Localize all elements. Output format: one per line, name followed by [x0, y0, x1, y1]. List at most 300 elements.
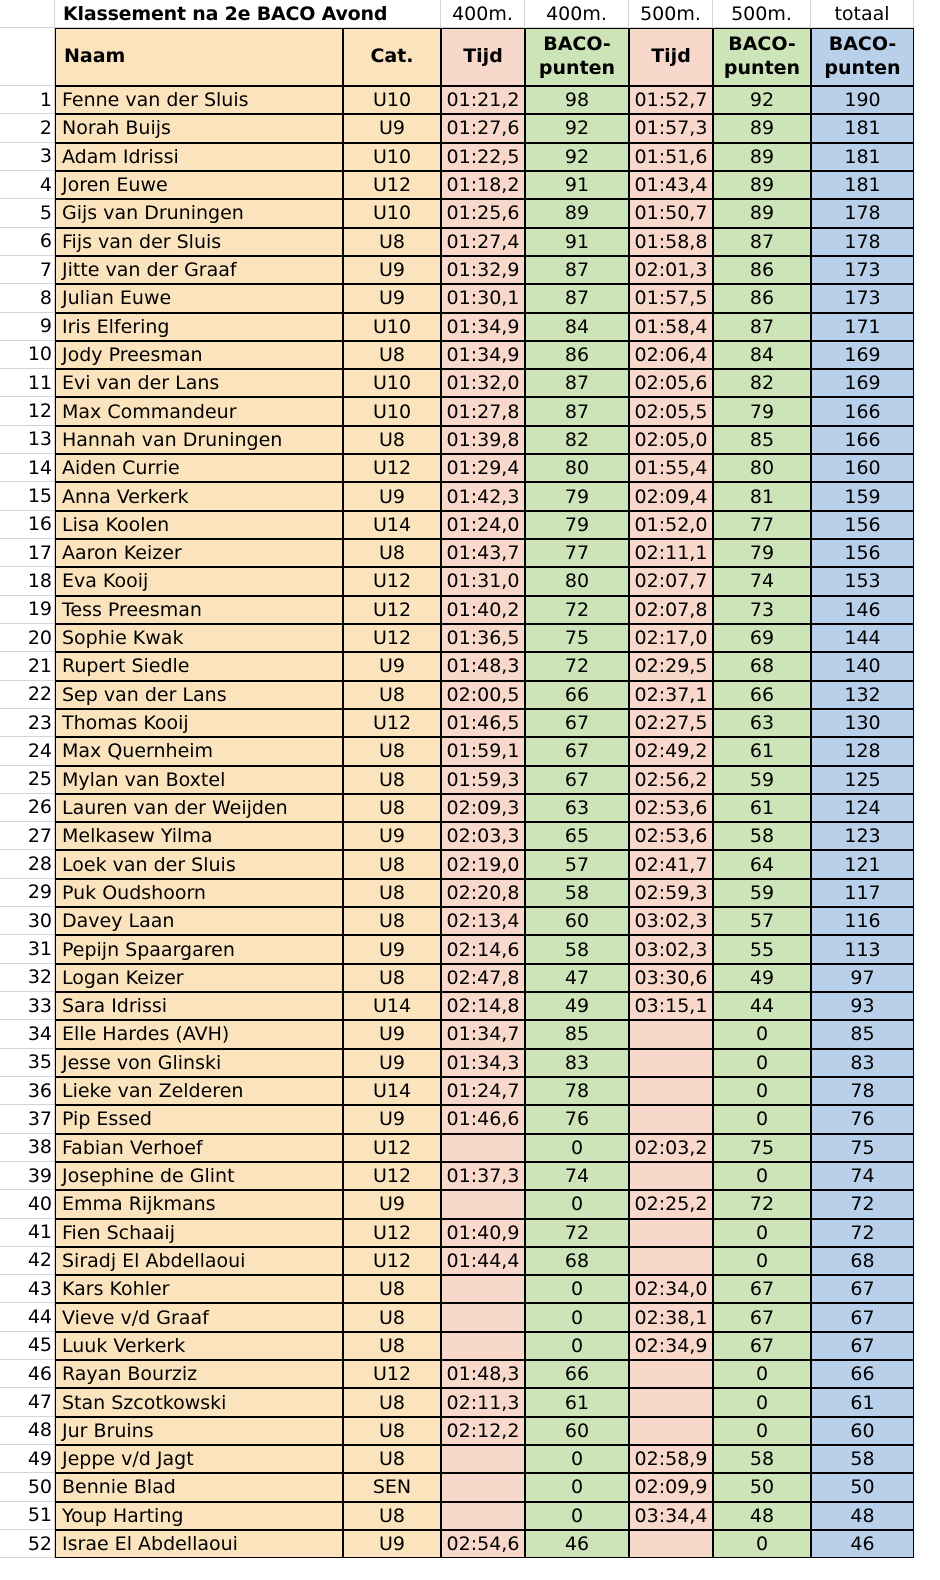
- name-cell[interactable]: Lauren van der Weijden: [55, 794, 343, 822]
- category-cell[interactable]: U9: [343, 935, 441, 963]
- total-cell[interactable]: 166: [811, 426, 914, 454]
- total-cell[interactable]: 68: [811, 1247, 914, 1275]
- rank-cell[interactable]: 9: [0, 313, 55, 341]
- rank-cell[interactable]: 28: [0, 850, 55, 878]
- header-tijd-400[interactable]: Tijd: [441, 28, 525, 86]
- points-500-cell[interactable]: 84: [713, 341, 811, 369]
- time-500-cell[interactable]: 01:55,4: [629, 454, 713, 482]
- name-cell[interactable]: Adam Idrissi: [55, 143, 343, 171]
- rank-cell[interactable]: 8: [0, 284, 55, 312]
- rank-cell[interactable]: 14: [0, 454, 55, 482]
- category-cell[interactable]: U10: [343, 313, 441, 341]
- name-cell[interactable]: Mylan van Boxtel: [55, 766, 343, 794]
- points-500-cell[interactable]: 87: [713, 313, 811, 341]
- rank-cell[interactable]: 11: [0, 369, 55, 397]
- rank-cell[interactable]: 16: [0, 511, 55, 539]
- points-500-cell[interactable]: 69: [713, 624, 811, 652]
- category-cell[interactable]: U12: [343, 1360, 441, 1388]
- time-400-cell[interactable]: 01:40,2: [441, 596, 525, 624]
- points-500-cell[interactable]: 0: [713, 1105, 811, 1133]
- rank-cell[interactable]: 40: [0, 1190, 55, 1218]
- points-500-cell[interactable]: 68: [713, 652, 811, 680]
- total-cell[interactable]: 153: [811, 567, 914, 595]
- time-400-cell[interactable]: 01:32,9: [441, 256, 525, 284]
- time-500-cell[interactable]: 01:52,7: [629, 86, 713, 114]
- rank-cell[interactable]: 42: [0, 1247, 55, 1275]
- time-500-cell[interactable]: 02:03,2: [629, 1134, 713, 1162]
- total-cell[interactable]: 60: [811, 1417, 914, 1445]
- points-500-cell[interactable]: 0: [713, 1020, 811, 1048]
- rank-cell[interactable]: 21: [0, 652, 55, 680]
- points-500-cell[interactable]: 89: [713, 199, 811, 227]
- rank-cell[interactable]: 22: [0, 681, 55, 709]
- rank-cell[interactable]: 4: [0, 171, 55, 199]
- points-500-cell[interactable]: 0: [713, 1162, 811, 1190]
- header-baco-400[interactable]: [525, 28, 629, 86]
- time-400-cell[interactable]: [441, 1190, 525, 1218]
- points-500-cell[interactable]: 49: [713, 964, 811, 992]
- points-400-cell[interactable]: 79: [525, 511, 629, 539]
- time-400-cell[interactable]: 02:12,2: [441, 1417, 525, 1445]
- time-500-cell[interactable]: 02:06,4: [629, 341, 713, 369]
- rank-cell[interactable]: 52: [0, 1530, 55, 1558]
- rank-cell[interactable]: 35: [0, 1049, 55, 1077]
- time-400-cell[interactable]: 01:43,7: [441, 539, 525, 567]
- category-cell[interactable]: U12: [343, 709, 441, 737]
- points-400-cell[interactable]: 83: [525, 1049, 629, 1077]
- total-cell[interactable]: 132: [811, 681, 914, 709]
- rank-cell[interactable]: 12: [0, 397, 55, 425]
- points-400-cell[interactable]: 0: [525, 1303, 629, 1331]
- time-400-cell[interactable]: 01:27,8: [441, 397, 525, 425]
- time-400-cell[interactable]: [441, 1134, 525, 1162]
- total-cell[interactable]: 166: [811, 397, 914, 425]
- total-cell[interactable]: 116: [811, 907, 914, 935]
- points-400-cell[interactable]: 0: [525, 1473, 629, 1501]
- total-cell[interactable]: 117: [811, 879, 914, 907]
- category-cell[interactable]: U10: [343, 199, 441, 227]
- time-500-cell[interactable]: 02:56,2: [629, 766, 713, 794]
- total-cell[interactable]: 83: [811, 1049, 914, 1077]
- total-cell[interactable]: 93: [811, 992, 914, 1020]
- points-400-cell[interactable]: 76: [525, 1105, 629, 1133]
- time-500-cell[interactable]: 03:30,6: [629, 964, 713, 992]
- points-500-cell[interactable]: 58: [713, 1445, 811, 1473]
- rank-cell[interactable]: 30: [0, 907, 55, 935]
- time-500-cell[interactable]: 02:11,1: [629, 539, 713, 567]
- distance-label-total[interactable]: totaal: [811, 0, 914, 28]
- name-cell[interactable]: Aiden Currie: [55, 454, 343, 482]
- total-cell[interactable]: 156: [811, 511, 914, 539]
- category-cell[interactable]: U9: [343, 256, 441, 284]
- points-400-cell[interactable]: 89: [525, 199, 629, 227]
- time-500-cell[interactable]: 01:57,3: [629, 114, 713, 142]
- name-cell[interactable]: Kars Kohler: [55, 1275, 343, 1303]
- points-500-cell[interactable]: 79: [713, 539, 811, 567]
- distance-label-500-points[interactable]: 500m.: [713, 0, 811, 28]
- points-500-cell[interactable]: 44: [713, 992, 811, 1020]
- name-cell[interactable]: Jody Preesman: [55, 341, 343, 369]
- rank-cell[interactable]: 26: [0, 794, 55, 822]
- time-400-cell[interactable]: 02:00,5: [441, 681, 525, 709]
- rank-cell[interactable]: 24: [0, 737, 55, 765]
- points-500-cell[interactable]: 57: [713, 907, 811, 935]
- name-cell[interactable]: Puk Oudshoorn: [55, 879, 343, 907]
- time-400-cell[interactable]: 02:14,8: [441, 992, 525, 1020]
- time-400-cell[interactable]: 01:32,0: [441, 369, 525, 397]
- name-cell[interactable]: Loek van der Sluis: [55, 850, 343, 878]
- header-cat[interactable]: Cat.: [343, 28, 441, 86]
- total-cell[interactable]: 128: [811, 737, 914, 765]
- points-400-cell[interactable]: 66: [525, 1360, 629, 1388]
- category-cell[interactable]: U8: [343, 1388, 441, 1416]
- name-cell[interactable]: Julian Euwe: [55, 284, 343, 312]
- name-cell[interactable]: Lisa Koolen: [55, 511, 343, 539]
- time-400-cell[interactable]: 02:20,8: [441, 879, 525, 907]
- distance-label-500-time[interactable]: 500m.: [629, 0, 713, 28]
- rank-cell[interactable]: 33: [0, 992, 55, 1020]
- time-400-cell[interactable]: 01:34,7: [441, 1020, 525, 1048]
- name-cell[interactable]: Max Quernheim: [55, 737, 343, 765]
- time-400-cell[interactable]: 02:03,3: [441, 822, 525, 850]
- time-400-cell[interactable]: 01:37,3: [441, 1162, 525, 1190]
- time-400-cell[interactable]: 01:40,9: [441, 1219, 525, 1247]
- category-cell[interactable]: U8: [343, 426, 441, 454]
- time-400-cell[interactable]: 02:47,8: [441, 964, 525, 992]
- name-cell[interactable]: Jitte van der Graaf: [55, 256, 343, 284]
- rank-cell[interactable]: 15: [0, 482, 55, 510]
- name-cell[interactable]: Jeppe v/d Jagt: [55, 1445, 343, 1473]
- time-400-cell[interactable]: 01:34,9: [441, 341, 525, 369]
- points-500-cell[interactable]: 0: [713, 1388, 811, 1416]
- name-cell[interactable]: Gijs van Druningen: [55, 199, 343, 227]
- name-cell[interactable]: Sara Idrissi: [55, 992, 343, 1020]
- total-cell[interactable]: 46: [811, 1530, 914, 1558]
- total-cell[interactable]: 113: [811, 935, 914, 963]
- points-400-cell[interactable]: 68: [525, 1247, 629, 1275]
- category-cell[interactable]: U8: [343, 1303, 441, 1331]
- points-500-cell[interactable]: 48: [713, 1502, 811, 1530]
- rank-cell[interactable]: 17: [0, 539, 55, 567]
- time-400-cell[interactable]: 01:48,3: [441, 652, 525, 680]
- rank-cell[interactable]: 27: [0, 822, 55, 850]
- points-500-cell[interactable]: 67: [713, 1332, 811, 1360]
- rank-cell[interactable]: 49: [0, 1445, 55, 1473]
- category-cell[interactable]: SEN: [343, 1473, 441, 1501]
- points-400-cell[interactable]: 57: [525, 850, 629, 878]
- time-500-cell[interactable]: 02:05,6: [629, 369, 713, 397]
- name-cell[interactable]: Aaron Keizer: [55, 539, 343, 567]
- name-cell[interactable]: Sep van der Lans: [55, 681, 343, 709]
- points-500-cell[interactable]: 80: [713, 454, 811, 482]
- total-cell[interactable]: 66: [811, 1360, 914, 1388]
- category-cell[interactable]: U9: [343, 822, 441, 850]
- time-400-cell[interactable]: 01:31,0: [441, 567, 525, 595]
- total-cell[interactable]: 124: [811, 794, 914, 822]
- name-cell[interactable]: Rayan Bourziz: [55, 1360, 343, 1388]
- points-500-cell[interactable]: 86: [713, 284, 811, 312]
- total-cell[interactable]: 146: [811, 596, 914, 624]
- points-500-cell[interactable]: 0: [713, 1049, 811, 1077]
- total-cell[interactable]: 156: [811, 539, 914, 567]
- header-tijd-500[interactable]: Tijd: [629, 28, 713, 86]
- rank-cell[interactable]: 1: [0, 86, 55, 114]
- rank-cell[interactable]: 25: [0, 766, 55, 794]
- time-500-cell[interactable]: 03:15,1: [629, 992, 713, 1020]
- time-500-cell[interactable]: 02:07,8: [629, 596, 713, 624]
- points-500-cell[interactable]: 86: [713, 256, 811, 284]
- category-cell[interactable]: U8: [343, 737, 441, 765]
- time-400-cell[interactable]: 02:19,0: [441, 850, 525, 878]
- category-cell[interactable]: U14: [343, 1077, 441, 1105]
- time-400-cell[interactable]: [441, 1473, 525, 1501]
- points-400-cell[interactable]: 66: [525, 681, 629, 709]
- time-400-cell[interactable]: 02:11,3: [441, 1388, 525, 1416]
- time-500-cell[interactable]: 01:51,6: [629, 143, 713, 171]
- name-cell[interactable]: Fien Schaaij: [55, 1219, 343, 1247]
- time-400-cell[interactable]: 02:13,4: [441, 907, 525, 935]
- time-400-cell[interactable]: 01:25,6: [441, 199, 525, 227]
- category-cell[interactable]: U8: [343, 1445, 441, 1473]
- total-cell[interactable]: 169: [811, 369, 914, 397]
- time-500-cell[interactable]: 02:59,3: [629, 879, 713, 907]
- points-400-cell[interactable]: 0: [525, 1332, 629, 1360]
- time-500-cell[interactable]: 02:49,2: [629, 737, 713, 765]
- rank-cell[interactable]: 6: [0, 228, 55, 256]
- time-500-cell[interactable]: 02:37,1: [629, 681, 713, 709]
- rank-cell[interactable]: 43: [0, 1275, 55, 1303]
- points-500-cell[interactable]: 64: [713, 850, 811, 878]
- points-500-cell[interactable]: 61: [713, 737, 811, 765]
- total-cell[interactable]: 169: [811, 341, 914, 369]
- rank-cell[interactable]: 32: [0, 964, 55, 992]
- rank-cell[interactable]: 5: [0, 199, 55, 227]
- time-500-cell[interactable]: [629, 1077, 713, 1105]
- category-cell[interactable]: U8: [343, 907, 441, 935]
- time-500-cell[interactable]: 02:09,9: [629, 1473, 713, 1501]
- category-cell[interactable]: U9: [343, 1020, 441, 1048]
- name-cell[interactable]: Pepijn Spaargaren: [55, 935, 343, 963]
- points-400-cell[interactable]: 72: [525, 1219, 629, 1247]
- points-400-cell[interactable]: 0: [525, 1502, 629, 1530]
- name-cell[interactable]: Thomas Kooij: [55, 709, 343, 737]
- total-cell[interactable]: 85: [811, 1020, 914, 1048]
- points-500-cell[interactable]: 59: [713, 766, 811, 794]
- total-cell[interactable]: 74: [811, 1162, 914, 1190]
- name-cell[interactable]: Jesse von Glinski: [55, 1049, 343, 1077]
- points-400-cell[interactable]: 72: [525, 596, 629, 624]
- rank-cell[interactable]: 45: [0, 1332, 55, 1360]
- time-500-cell[interactable]: 01:58,8: [629, 228, 713, 256]
- time-500-cell[interactable]: 02:05,5: [629, 397, 713, 425]
- points-500-cell[interactable]: 67: [713, 1275, 811, 1303]
- time-500-cell[interactable]: 02:25,2: [629, 1190, 713, 1218]
- points-400-cell[interactable]: 92: [525, 143, 629, 171]
- rank-cell[interactable]: 41: [0, 1219, 55, 1247]
- points-400-cell[interactable]: 60: [525, 1417, 629, 1445]
- time-500-cell[interactable]: 03:02,3: [629, 907, 713, 935]
- points-400-cell[interactable]: 49: [525, 992, 629, 1020]
- time-400-cell[interactable]: 01:27,4: [441, 228, 525, 256]
- points-500-cell[interactable]: 58: [713, 822, 811, 850]
- category-cell[interactable]: U10: [343, 86, 441, 114]
- name-cell[interactable]: Lieke van Zelderen: [55, 1077, 343, 1105]
- points-400-cell[interactable]: 65: [525, 822, 629, 850]
- category-cell[interactable]: U9: [343, 482, 441, 510]
- total-cell[interactable]: 72: [811, 1190, 914, 1218]
- rank-cell[interactable]: 34: [0, 1020, 55, 1048]
- name-cell[interactable]: Hannah van Druningen: [55, 426, 343, 454]
- category-cell[interactable]: U10: [343, 397, 441, 425]
- points-500-cell[interactable]: 0: [713, 1247, 811, 1275]
- points-400-cell[interactable]: 58: [525, 879, 629, 907]
- name-cell[interactable]: Joren Euwe: [55, 171, 343, 199]
- name-cell[interactable]: Norah Buijs: [55, 114, 343, 142]
- time-500-cell[interactable]: [629, 1105, 713, 1133]
- points-400-cell[interactable]: 77: [525, 539, 629, 567]
- total-cell[interactable]: 160: [811, 454, 914, 482]
- time-400-cell[interactable]: [441, 1445, 525, 1473]
- rank-cell[interactable]: 18: [0, 567, 55, 595]
- category-cell[interactable]: U10: [343, 369, 441, 397]
- time-500-cell[interactable]: 02:53,6: [629, 794, 713, 822]
- points-500-cell[interactable]: 0: [713, 1219, 811, 1247]
- total-cell[interactable]: 173: [811, 284, 914, 312]
- total-cell[interactable]: 67: [811, 1332, 914, 1360]
- total-cell[interactable]: 178: [811, 228, 914, 256]
- header-rank-cell[interactable]: [0, 28, 55, 86]
- category-cell[interactable]: U12: [343, 1162, 441, 1190]
- points-400-cell[interactable]: 0: [525, 1134, 629, 1162]
- points-400-cell[interactable]: 92: [525, 114, 629, 142]
- points-500-cell[interactable]: 67: [713, 1303, 811, 1331]
- total-cell[interactable]: 178: [811, 199, 914, 227]
- points-400-cell[interactable]: 87: [525, 397, 629, 425]
- category-cell[interactable]: U14: [343, 511, 441, 539]
- rank-cell[interactable]: 23: [0, 709, 55, 737]
- points-400-cell[interactable]: 0: [525, 1190, 629, 1218]
- total-cell[interactable]: 171: [811, 313, 914, 341]
- distance-label-400-points[interactable]: 400m.: [525, 0, 629, 28]
- name-cell[interactable]: Eva Kooij: [55, 567, 343, 595]
- rank-cell[interactable]: 46: [0, 1360, 55, 1388]
- points-500-cell[interactable]: 75: [713, 1134, 811, 1162]
- time-500-cell[interactable]: 02:07,7: [629, 567, 713, 595]
- points-400-cell[interactable]: 61: [525, 1388, 629, 1416]
- points-400-cell[interactable]: 74: [525, 1162, 629, 1190]
- rank-cell[interactable]: 48: [0, 1417, 55, 1445]
- total-cell[interactable]: 123: [811, 822, 914, 850]
- total-cell[interactable]: 67: [811, 1275, 914, 1303]
- time-400-cell[interactable]: 02:09,3: [441, 794, 525, 822]
- points-400-cell[interactable]: 82: [525, 426, 629, 454]
- total-cell[interactable]: 97: [811, 964, 914, 992]
- points-400-cell[interactable]: 0: [525, 1275, 629, 1303]
- points-500-cell[interactable]: 55: [713, 935, 811, 963]
- time-500-cell[interactable]: 02:34,9: [629, 1332, 713, 1360]
- time-400-cell[interactable]: 01:48,3: [441, 1360, 525, 1388]
- header-baco-500[interactable]: [713, 28, 811, 86]
- name-cell[interactable]: Israe El Abdellaoui: [55, 1530, 343, 1558]
- points-500-cell[interactable]: 72: [713, 1190, 811, 1218]
- category-cell[interactable]: U9: [343, 652, 441, 680]
- rank-cell[interactable]: 37: [0, 1105, 55, 1133]
- category-cell[interactable]: U12: [343, 171, 441, 199]
- category-cell[interactable]: U12: [343, 624, 441, 652]
- points-500-cell[interactable]: 81: [713, 482, 811, 510]
- name-cell[interactable]: Tess Preesman: [55, 596, 343, 624]
- time-400-cell[interactable]: 01:27,6: [441, 114, 525, 142]
- distance-label-400-time[interactable]: 400m.: [441, 0, 525, 28]
- total-cell[interactable]: 76: [811, 1105, 914, 1133]
- category-cell[interactable]: U8: [343, 1332, 441, 1360]
- time-400-cell[interactable]: 01:46,5: [441, 709, 525, 737]
- category-cell[interactable]: U9: [343, 114, 441, 142]
- total-cell[interactable]: 181: [811, 114, 914, 142]
- time-500-cell[interactable]: 01:58,4: [629, 313, 713, 341]
- points-500-cell[interactable]: 0: [713, 1360, 811, 1388]
- points-500-cell[interactable]: 59: [713, 879, 811, 907]
- time-500-cell[interactable]: 02:38,1: [629, 1303, 713, 1331]
- category-cell[interactable]: U12: [343, 596, 441, 624]
- time-500-cell[interactable]: 02:05,0: [629, 426, 713, 454]
- total-cell[interactable]: 75: [811, 1134, 914, 1162]
- time-400-cell[interactable]: [441, 1502, 525, 1530]
- time-500-cell[interactable]: [629, 1049, 713, 1077]
- category-cell[interactable]: U12: [343, 454, 441, 482]
- name-cell[interactable]: Emma Rijkmans: [55, 1190, 343, 1218]
- time-400-cell[interactable]: 01:24,0: [441, 511, 525, 539]
- name-cell[interactable]: Siradj El Abdellaoui: [55, 1247, 343, 1275]
- time-400-cell[interactable]: 01:59,1: [441, 737, 525, 765]
- time-400-cell[interactable]: 01:34,3: [441, 1049, 525, 1077]
- time-500-cell[interactable]: 02:41,7: [629, 850, 713, 878]
- points-400-cell[interactable]: 98: [525, 86, 629, 114]
- time-400-cell[interactable]: 01:36,5: [441, 624, 525, 652]
- time-400-cell[interactable]: 01:22,5: [441, 143, 525, 171]
- total-cell[interactable]: 67: [811, 1303, 914, 1331]
- name-cell[interactable]: Logan Keizer: [55, 964, 343, 992]
- sheet-title[interactable]: Klassement na 2e BACO Avond: [55, 0, 441, 28]
- points-500-cell[interactable]: 74: [713, 567, 811, 595]
- time-500-cell[interactable]: [629, 1247, 713, 1275]
- points-500-cell[interactable]: 92: [713, 86, 811, 114]
- time-500-cell[interactable]: [629, 1360, 713, 1388]
- points-400-cell[interactable]: 47: [525, 964, 629, 992]
- category-cell[interactable]: U8: [343, 1275, 441, 1303]
- corner-cell[interactable]: [0, 0, 55, 28]
- time-500-cell[interactable]: 02:17,0: [629, 624, 713, 652]
- category-cell[interactable]: U8: [343, 341, 441, 369]
- points-400-cell[interactable]: 75: [525, 624, 629, 652]
- name-cell[interactable]: Fabian Verhoef: [55, 1134, 343, 1162]
- category-cell[interactable]: U8: [343, 1502, 441, 1530]
- time-400-cell[interactable]: 01:21,2: [441, 86, 525, 114]
- points-400-cell[interactable]: 91: [525, 171, 629, 199]
- name-cell[interactable]: Bennie Blad: [55, 1473, 343, 1501]
- total-cell[interactable]: 130: [811, 709, 914, 737]
- name-cell[interactable]: Iris Elfering: [55, 313, 343, 341]
- points-400-cell[interactable]: 72: [525, 652, 629, 680]
- name-cell[interactable]: Max Commandeur: [55, 397, 343, 425]
- time-500-cell[interactable]: 02:34,0: [629, 1275, 713, 1303]
- points-500-cell[interactable]: 89: [713, 114, 811, 142]
- name-cell[interactable]: Josephine de Glint: [55, 1162, 343, 1190]
- points-500-cell[interactable]: 0: [713, 1417, 811, 1445]
- points-400-cell[interactable]: 85: [525, 1020, 629, 1048]
- rank-cell[interactable]: 7: [0, 256, 55, 284]
- time-500-cell[interactable]: 02:58,9: [629, 1445, 713, 1473]
